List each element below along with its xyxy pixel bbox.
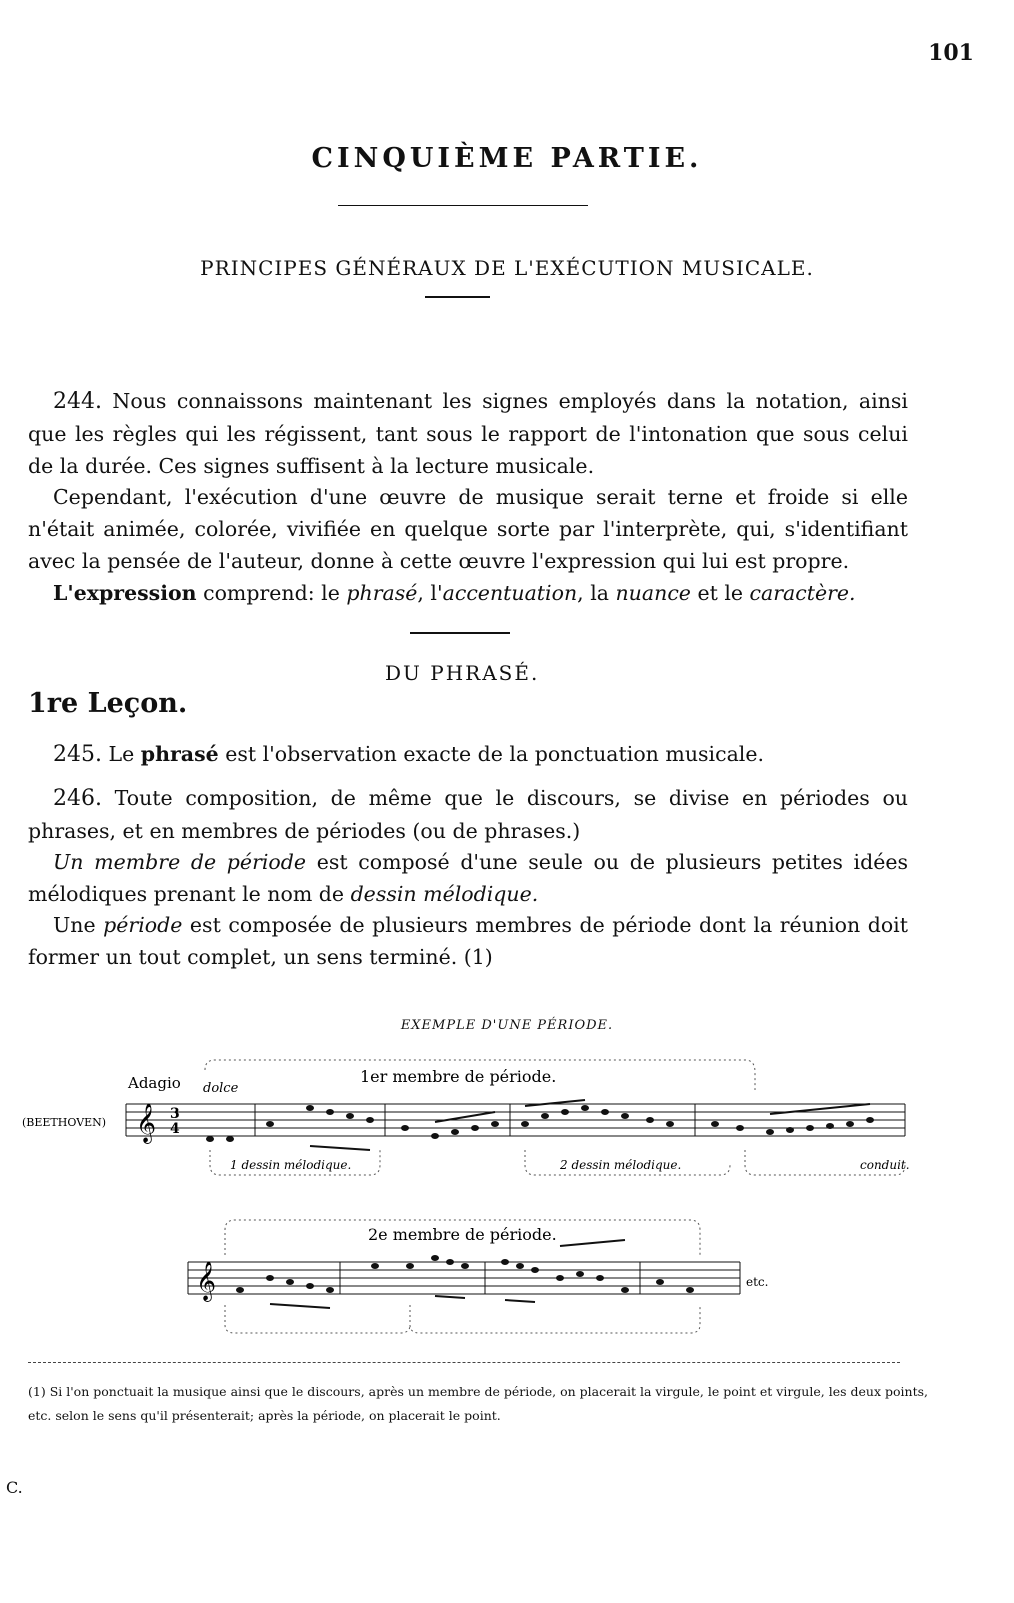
text: , l' bbox=[417, 581, 443, 605]
paragraph-246c bbox=[28, 909, 908, 973]
paragraph-246b bbox=[28, 846, 908, 910]
term-phrase: phrasé bbox=[346, 581, 418, 605]
time-signature-icon: 3 bbox=[170, 1106, 180, 1122]
term-periode: période bbox=[103, 913, 183, 937]
beams-staff-1 bbox=[310, 1100, 870, 1150]
footnote: (1) Si l'on ponctuait la musique ainsi que le discours, après un membre de période, on placerait la virgule, le point et virgule, les deux points, etc. selon le sens qu'il présenterait; après la période, on placerait le point. bbox=[28, 1384, 928, 1423]
paragraph-246 bbox=[28, 782, 908, 847]
composer-label: (BEETHOVEN) bbox=[22, 1116, 107, 1129]
paragraph-number: 245. bbox=[53, 742, 102, 767]
paragraph-244c bbox=[28, 577, 908, 609]
text: comprend: le bbox=[196, 581, 347, 605]
dessin-1-label: 1 dessin mélodique. bbox=[230, 1158, 352, 1172]
music-example bbox=[0, 1040, 1014, 1340]
treble-clef-icon: 𝄞 bbox=[196, 1261, 217, 1301]
term-nuance: nuance bbox=[615, 581, 691, 605]
part-title: CINQUIÈME PARTIE. bbox=[311, 143, 703, 174]
notes-staff-2 bbox=[236, 1255, 694, 1293]
paragraph-244 bbox=[28, 385, 908, 482]
subtitle-divider bbox=[425, 296, 490, 298]
conduit-label: conduit. bbox=[860, 1158, 910, 1172]
text: Toute composition, de même que le discours, se divise en périodes ou phrases, et en membres de périodes (ou de phrases.) bbox=[28, 786, 908, 843]
etc-label: etc. bbox=[746, 1275, 769, 1289]
expression-term: L'expression bbox=[53, 581, 197, 605]
section-divider bbox=[410, 632, 510, 634]
lesson-heading: 1re Leçon. bbox=[28, 688, 188, 719]
tempo-marking: Adagio bbox=[128, 1074, 181, 1092]
example-title: EXEMPLE D'UNE PÉRIODE. bbox=[400, 1018, 614, 1033]
title-divider bbox=[338, 205, 588, 206]
dolce-marking: dolce bbox=[203, 1081, 239, 1096]
term-caractere: caractère. bbox=[749, 581, 856, 605]
footnote-divider bbox=[28, 1362, 900, 1363]
text: est composé d'une seule ou de plusieurs petites idées mélodiques prenant le nom de bbox=[28, 850, 908, 906]
paragraph-number: 246. bbox=[53, 786, 102, 811]
dessin-2-label: 2 dessin mélodique. bbox=[560, 1158, 682, 1172]
paragraph-text: Nous connaissons maintenant les signes employés dans la notation, ainsi que les règles qui les régissent, tant sous le rapport de l'intonation que sous celui de la durée. Ces signes suffisent à la lecture musicale. bbox=[28, 389, 908, 478]
text: Une bbox=[53, 913, 104, 937]
beams-staff-2 bbox=[270, 1240, 625, 1308]
member-2-label: 2e membre de période. bbox=[368, 1225, 557, 1244]
corner-mark: C. bbox=[6, 1478, 23, 1497]
term-accentuation: accentuation bbox=[442, 581, 578, 605]
text: est l'observation exacte de la ponctuation musicale. bbox=[218, 742, 765, 766]
phrase-term: phrasé bbox=[140, 742, 219, 766]
subtitle: PRINCIPES GÉNÉRAUX DE L'EXÉCUTION MUSICALE. bbox=[200, 256, 814, 280]
paragraph-245 bbox=[28, 738, 908, 771]
member-1-label: 1er membre de période. bbox=[360, 1067, 557, 1086]
paragraph-number: 244. bbox=[53, 389, 102, 414]
paragraph-244b: Cependant, l'exécution d'une œuvre de musique serait terne et froide si elle n'était animée, colorée, vivifiée en quelque sorte par l'interprète, qui, s'identifiant avec la pensée de l'auteur, donne à cette œuvre l'expression qui lui est propre. bbox=[28, 485, 908, 573]
treble-clef-icon: 𝄞 bbox=[136, 1103, 157, 1143]
text: Le bbox=[101, 742, 141, 766]
term-membre: Un membre de période bbox=[53, 850, 307, 874]
term-dessin: dessin mélodique. bbox=[350, 882, 539, 906]
text: , la bbox=[577, 581, 616, 605]
text: et le bbox=[690, 581, 750, 605]
section-title: DU PHRASÉ. bbox=[385, 661, 540, 685]
text: est composée de plusieurs membres de période dont la réunion doit former un tout complet, un sens terminé. (1) bbox=[28, 913, 908, 969]
page-number: 101 bbox=[928, 40, 974, 66]
time-signature-icon: 4 bbox=[170, 1121, 180, 1137]
